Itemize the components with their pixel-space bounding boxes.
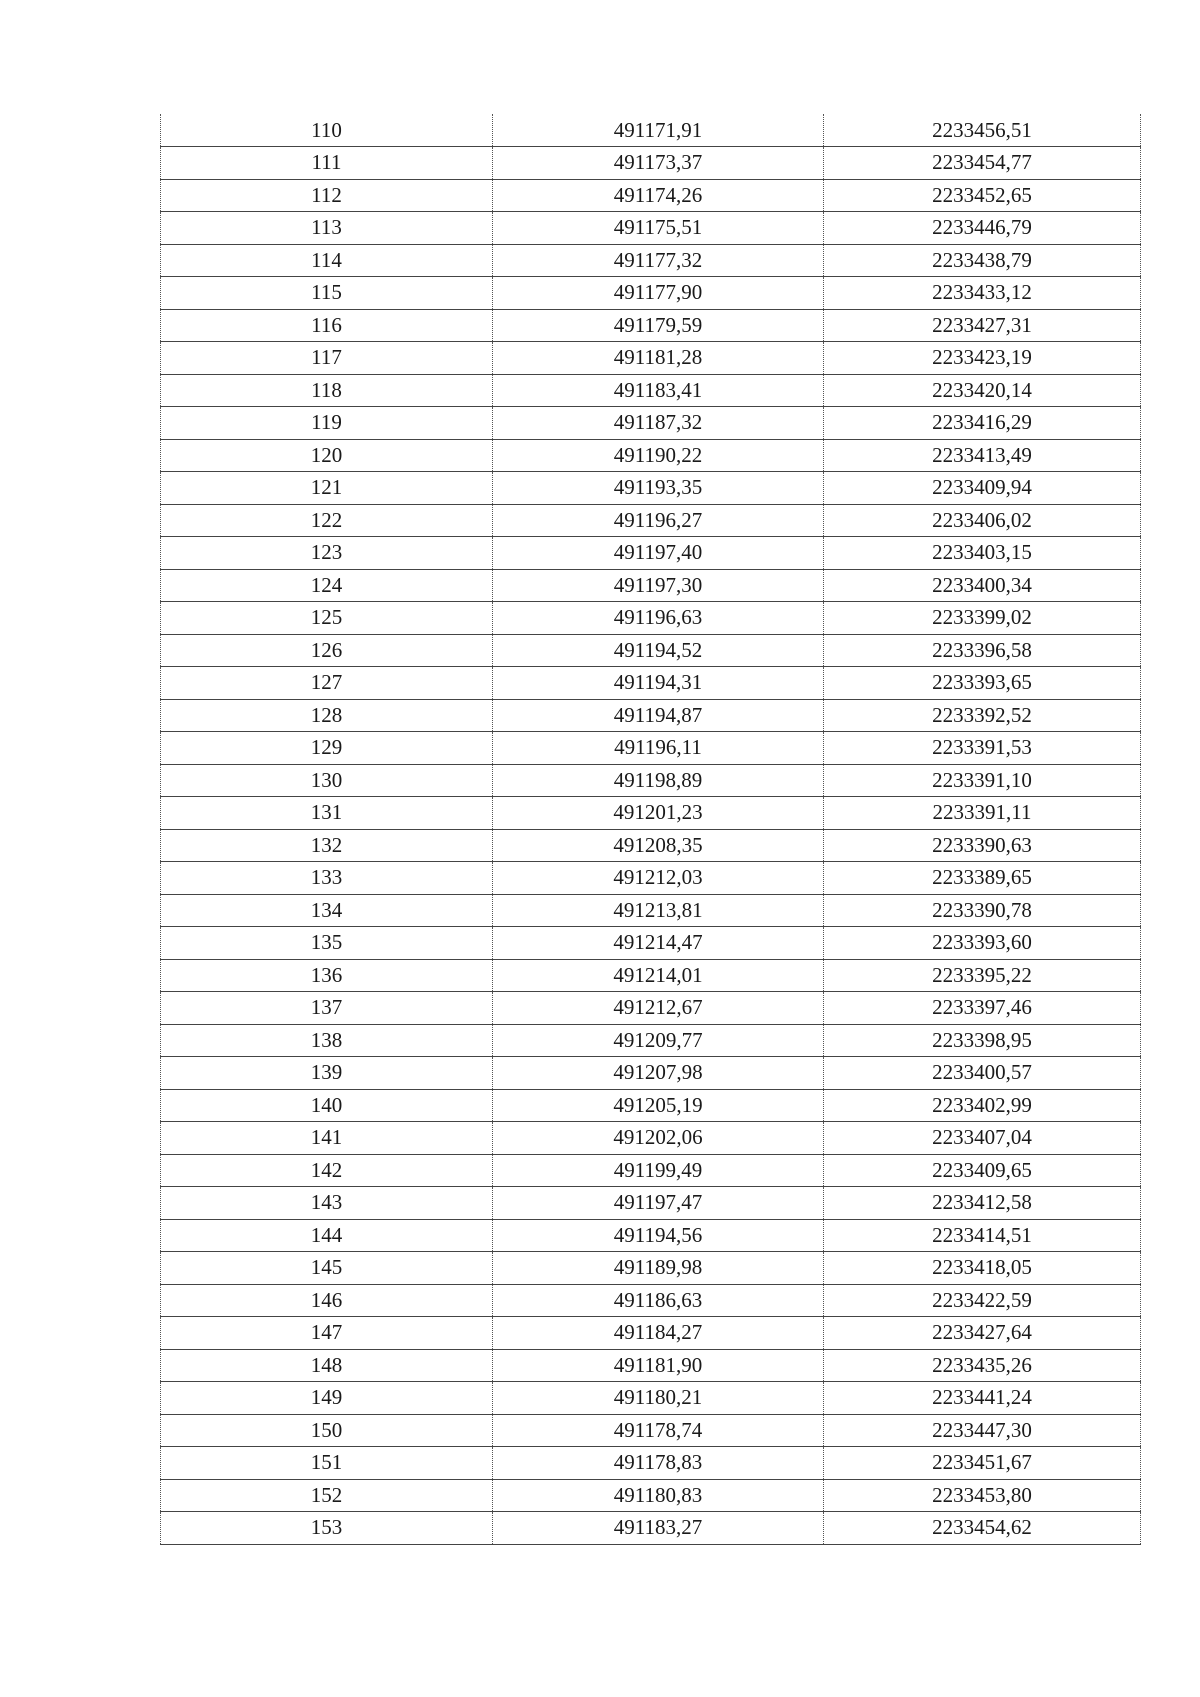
point-number-cell: 143 [161, 1187, 493, 1220]
x-coordinate-cell: 491173,37 [493, 147, 824, 180]
y-coordinate-cell: 2233406,02 [824, 504, 1141, 537]
point-number-cell: 122 [161, 504, 493, 537]
y-coordinate-cell: 2233435,26 [824, 1349, 1141, 1382]
table-row [161, 114, 1141, 147]
y-coordinate-cell: 2233452,65 [824, 179, 1141, 212]
point-number-cell: 153 [161, 1512, 493, 1545]
y-coordinate-cell: 2233416,29 [824, 407, 1141, 440]
x-coordinate-cell: 491214,01 [493, 959, 824, 992]
coordinates-table [160, 114, 1141, 1545]
point-number-cell: 118 [161, 374, 493, 407]
y-coordinate-cell: 2233390,78 [824, 894, 1141, 927]
y-coordinate-cell: 2233389,65 [824, 862, 1141, 895]
y-coordinate-cell: 2233447,30 [824, 1414, 1141, 1447]
point-number-cell: 145 [161, 1252, 493, 1285]
point-number-cell: 127 [161, 667, 493, 700]
table-row [161, 992, 1141, 1025]
x-coordinate-cell: 491212,67 [493, 992, 824, 1025]
x-coordinate-cell: 491196,11 [493, 732, 824, 765]
x-coordinate-cell: 491175,51 [493, 212, 824, 245]
x-coordinate-cell: 491177,32 [493, 244, 824, 277]
y-coordinate-cell: 2233393,60 [824, 927, 1141, 960]
y-coordinate-cell: 2233392,52 [824, 699, 1141, 732]
table-row [161, 1024, 1141, 1057]
x-coordinate-cell: 491184,27 [493, 1317, 824, 1350]
table-row [161, 277, 1141, 310]
table-row [161, 634, 1141, 667]
table-row [161, 1252, 1141, 1285]
point-number-cell: 134 [161, 894, 493, 927]
x-coordinate-cell: 491214,47 [493, 927, 824, 960]
y-coordinate-cell: 2233451,67 [824, 1447, 1141, 1480]
table-row [161, 764, 1141, 797]
table-row [161, 374, 1141, 407]
table-row [161, 732, 1141, 765]
y-coordinate-cell: 2233398,95 [824, 1024, 1141, 1057]
point-number-cell: 129 [161, 732, 493, 765]
point-number-cell: 117 [161, 342, 493, 375]
point-number-cell: 130 [161, 764, 493, 797]
table-row [161, 1349, 1141, 1382]
x-coordinate-cell: 491202,06 [493, 1122, 824, 1155]
point-number-cell: 141 [161, 1122, 493, 1155]
x-coordinate-cell: 491174,26 [493, 179, 824, 212]
x-coordinate-cell: 491189,98 [493, 1252, 824, 1285]
x-coordinate-cell: 491180,21 [493, 1382, 824, 1415]
table-row [161, 1447, 1141, 1480]
x-coordinate-cell: 491207,98 [493, 1057, 824, 1090]
point-number-cell: 126 [161, 634, 493, 667]
y-coordinate-cell: 2233433,12 [824, 277, 1141, 310]
x-coordinate-cell: 491179,59 [493, 309, 824, 342]
point-number-cell: 137 [161, 992, 493, 1025]
x-coordinate-cell: 491187,32 [493, 407, 824, 440]
point-number-cell: 111 [161, 147, 493, 180]
table-row [161, 959, 1141, 992]
point-number-cell: 116 [161, 309, 493, 342]
x-coordinate-cell: 491194,52 [493, 634, 824, 667]
table-row [161, 244, 1141, 277]
x-coordinate-cell: 491178,74 [493, 1414, 824, 1447]
point-number-cell: 113 [161, 212, 493, 245]
x-coordinate-cell: 491205,19 [493, 1089, 824, 1122]
table-row [161, 1479, 1141, 1512]
table-row [161, 1154, 1141, 1187]
point-number-cell: 128 [161, 699, 493, 732]
y-coordinate-cell: 2233402,99 [824, 1089, 1141, 1122]
y-coordinate-cell: 2233414,51 [824, 1219, 1141, 1252]
point-number-cell: 124 [161, 569, 493, 602]
x-coordinate-cell: 491194,56 [493, 1219, 824, 1252]
y-coordinate-cell: 2233403,15 [824, 537, 1141, 570]
point-number-cell: 112 [161, 179, 493, 212]
x-coordinate-cell: 491197,40 [493, 537, 824, 570]
y-coordinate-cell: 2233409,65 [824, 1154, 1141, 1187]
y-coordinate-cell: 2233391,53 [824, 732, 1141, 765]
table-row [161, 829, 1141, 862]
point-number-cell: 119 [161, 407, 493, 440]
table-row [161, 537, 1141, 570]
x-coordinate-cell: 491181,28 [493, 342, 824, 375]
y-coordinate-cell: 2233427,64 [824, 1317, 1141, 1350]
point-number-cell: 152 [161, 1479, 493, 1512]
y-coordinate-cell: 2233456,51 [824, 114, 1141, 147]
point-number-cell: 136 [161, 959, 493, 992]
y-coordinate-cell: 2233422,59 [824, 1284, 1141, 1317]
y-coordinate-cell: 2233399,02 [824, 602, 1141, 635]
point-number-cell: 146 [161, 1284, 493, 1317]
table-row [161, 667, 1141, 700]
y-coordinate-cell: 2233412,58 [824, 1187, 1141, 1220]
table-row [161, 1089, 1141, 1122]
x-coordinate-cell: 491190,22 [493, 439, 824, 472]
y-coordinate-cell: 2233407,04 [824, 1122, 1141, 1155]
x-coordinate-cell: 491181,90 [493, 1349, 824, 1382]
x-coordinate-cell: 491209,77 [493, 1024, 824, 1057]
y-coordinate-cell: 2233391,11 [824, 797, 1141, 830]
point-number-cell: 151 [161, 1447, 493, 1480]
x-coordinate-cell: 491201,23 [493, 797, 824, 830]
x-coordinate-cell: 491177,90 [493, 277, 824, 310]
y-coordinate-cell: 2233400,34 [824, 569, 1141, 602]
point-number-cell: 115 [161, 277, 493, 310]
y-coordinate-cell: 2233390,63 [824, 829, 1141, 862]
table-row [161, 342, 1141, 375]
y-coordinate-cell: 2233395,22 [824, 959, 1141, 992]
table-row [161, 147, 1141, 180]
table-row [161, 699, 1141, 732]
table-row [161, 797, 1141, 830]
x-coordinate-cell: 491178,83 [493, 1447, 824, 1480]
point-number-cell: 147 [161, 1317, 493, 1350]
table-row [161, 439, 1141, 472]
y-coordinate-cell: 2233453,80 [824, 1479, 1141, 1512]
x-coordinate-cell: 491196,27 [493, 504, 824, 537]
table-row [161, 1414, 1141, 1447]
y-coordinate-cell: 2233409,94 [824, 472, 1141, 505]
table-row [161, 862, 1141, 895]
x-coordinate-cell: 491194,87 [493, 699, 824, 732]
coordinates-table-body [161, 114, 1141, 1544]
point-number-cell: 114 [161, 244, 493, 277]
x-coordinate-cell: 491171,91 [493, 114, 824, 147]
y-coordinate-cell: 2233397,46 [824, 992, 1141, 1025]
y-coordinate-cell: 2233454,62 [824, 1512, 1141, 1545]
point-number-cell: 131 [161, 797, 493, 830]
x-coordinate-cell: 491183,41 [493, 374, 824, 407]
y-coordinate-cell: 2233423,19 [824, 342, 1141, 375]
table-row [161, 569, 1141, 602]
table-row [161, 602, 1141, 635]
y-coordinate-cell: 2233454,77 [824, 147, 1141, 180]
table-row [161, 1122, 1141, 1155]
x-coordinate-cell: 491194,31 [493, 667, 824, 700]
x-coordinate-cell: 491196,63 [493, 602, 824, 635]
point-number-cell: 132 [161, 829, 493, 862]
x-coordinate-cell: 491186,63 [493, 1284, 824, 1317]
point-number-cell: 120 [161, 439, 493, 472]
table-row [161, 309, 1141, 342]
x-coordinate-cell: 491193,35 [493, 472, 824, 505]
table-row [161, 179, 1141, 212]
y-coordinate-cell: 2233441,24 [824, 1382, 1141, 1415]
table-row [161, 894, 1141, 927]
table-row [161, 1382, 1141, 1415]
point-number-cell: 138 [161, 1024, 493, 1057]
point-number-cell: 125 [161, 602, 493, 635]
point-number-cell: 149 [161, 1382, 493, 1415]
table-row [161, 1057, 1141, 1090]
x-coordinate-cell: 491197,47 [493, 1187, 824, 1220]
point-number-cell: 110 [161, 114, 493, 147]
x-coordinate-cell: 491183,27 [493, 1512, 824, 1545]
table-row [161, 407, 1141, 440]
point-number-cell: 144 [161, 1219, 493, 1252]
point-number-cell: 121 [161, 472, 493, 505]
point-number-cell: 148 [161, 1349, 493, 1382]
point-number-cell: 140 [161, 1089, 493, 1122]
x-coordinate-cell: 491208,35 [493, 829, 824, 862]
y-coordinate-cell: 2233446,79 [824, 212, 1141, 245]
table-row [161, 1317, 1141, 1350]
x-coordinate-cell: 491199,49 [493, 1154, 824, 1187]
y-coordinate-cell: 2233400,57 [824, 1057, 1141, 1090]
x-coordinate-cell: 491197,30 [493, 569, 824, 602]
y-coordinate-cell: 2233391,10 [824, 764, 1141, 797]
point-number-cell: 142 [161, 1154, 493, 1187]
y-coordinate-cell: 2233420,14 [824, 374, 1141, 407]
table-row [161, 927, 1141, 960]
x-coordinate-cell: 491180,83 [493, 1479, 824, 1512]
y-coordinate-cell: 2233396,58 [824, 634, 1141, 667]
table-row [161, 1219, 1141, 1252]
point-number-cell: 150 [161, 1414, 493, 1447]
point-number-cell: 133 [161, 862, 493, 895]
point-number-cell: 135 [161, 927, 493, 960]
table-row [161, 472, 1141, 505]
table-row [161, 1284, 1141, 1317]
y-coordinate-cell: 2233413,49 [824, 439, 1141, 472]
table-row [161, 1187, 1141, 1220]
y-coordinate-cell: 2233393,65 [824, 667, 1141, 700]
table-row [161, 504, 1141, 537]
x-coordinate-cell: 491213,81 [493, 894, 824, 927]
point-number-cell: 123 [161, 537, 493, 570]
x-coordinate-cell: 491212,03 [493, 862, 824, 895]
table-row [161, 212, 1141, 245]
y-coordinate-cell: 2233438,79 [824, 244, 1141, 277]
point-number-cell: 139 [161, 1057, 493, 1090]
y-coordinate-cell: 2233427,31 [824, 309, 1141, 342]
x-coordinate-cell: 491198,89 [493, 764, 824, 797]
y-coordinate-cell: 2233418,05 [824, 1252, 1141, 1285]
table-row [161, 1512, 1141, 1545]
